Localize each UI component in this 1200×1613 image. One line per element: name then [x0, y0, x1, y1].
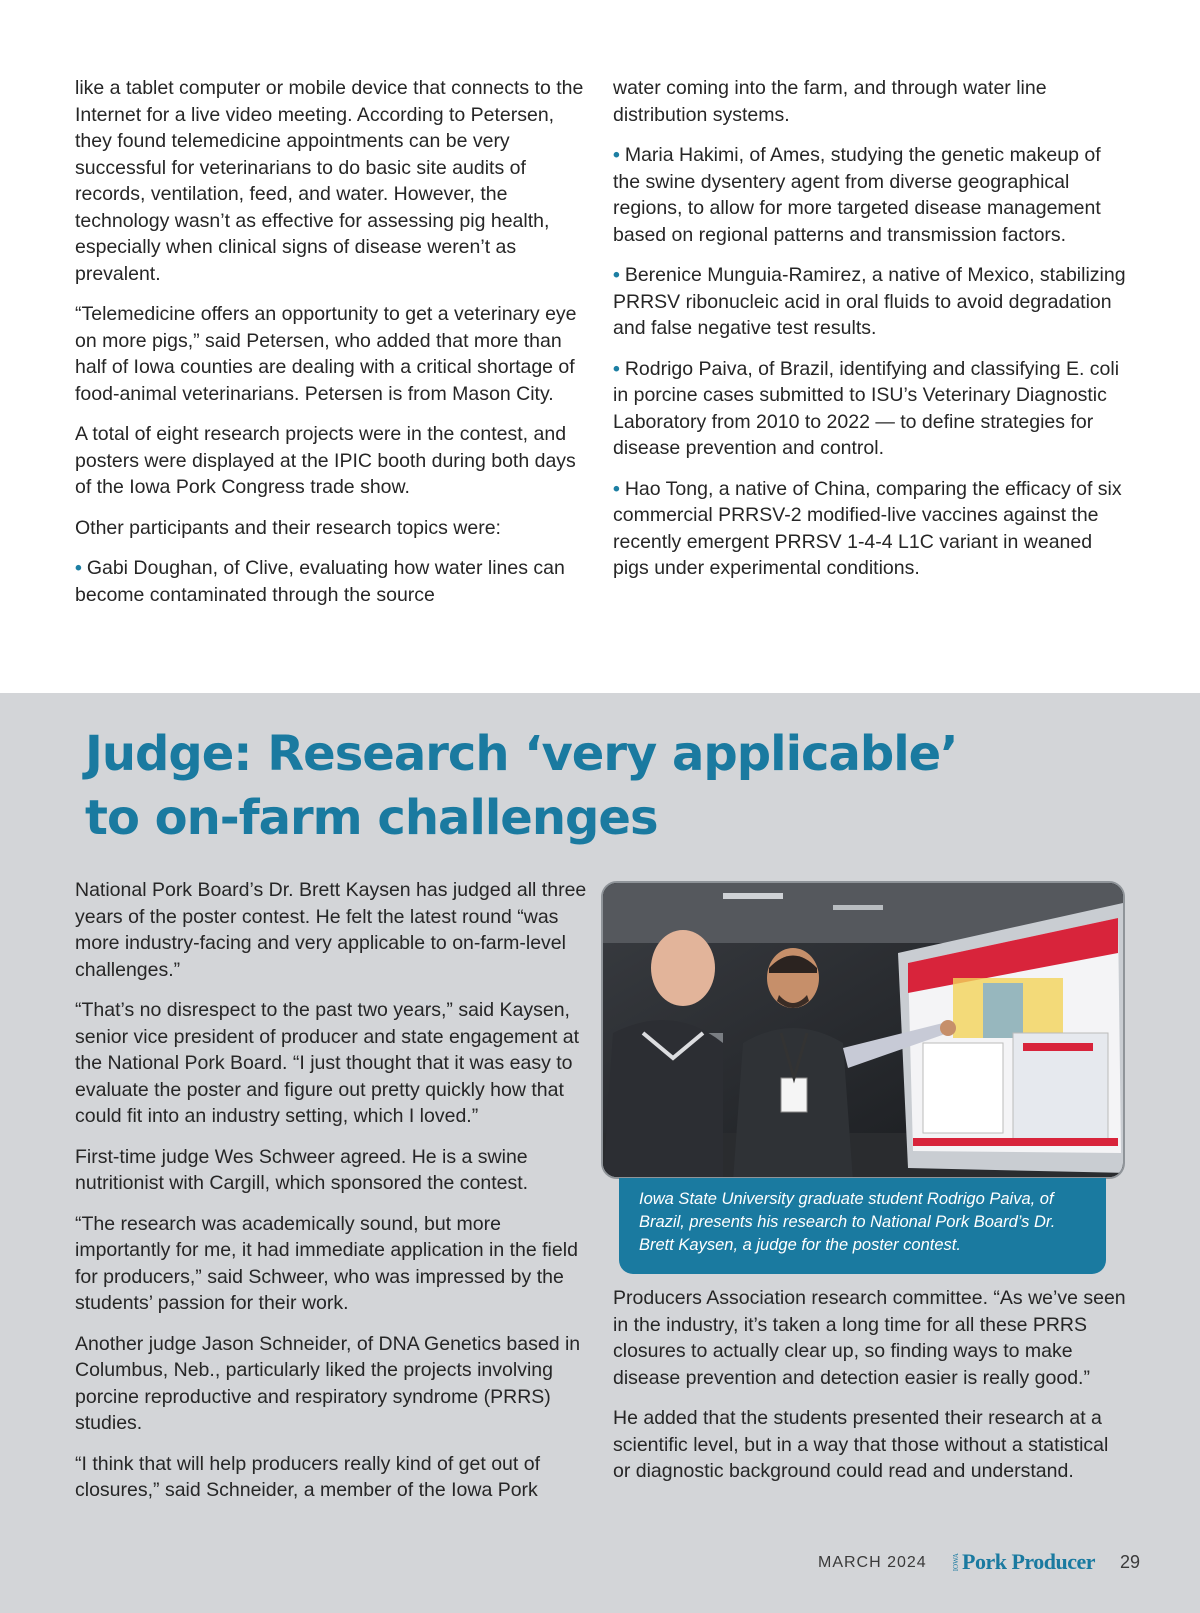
logo-text: Pork Producer [962, 1549, 1096, 1574]
bullet-icon: • [613, 357, 620, 380]
list-item [613, 476, 1128, 582]
paragraph: like a tablet computer or mobile device that connects to the Internet for a live video meeting. According to Petersen, they found telemedicine appointments can be very successful for veterinarians to do basic site audits of records, ventilation, feed, and water. However, the technology wasn’t as effective for assessing pig health, especially when clinical signs of disease weren’t as prevalent. [75, 77, 584, 285]
paragraph: He added that the students presented their research at a scientific level, but in a way that those without a statistical or diagnostic background could read and understand. [613, 1407, 1109, 1482]
page-number: 29 [1120, 1552, 1141, 1572]
paragraph: Producers Association research committee. “As we’ve seen in the industry, it’s taken a long time for all these PRRS closures to actually clear up, so finding ways to make disease prevention and detection easier is really good.” [613, 1287, 1126, 1389]
bullet-icon: • [613, 477, 620, 500]
paragraph: A total of eight research projects were in the contest, and posters were displayed at the IPIC booth during both days of the Iowa Pork Congress trade show. [75, 423, 576, 498]
paragraph: “The research was academically sound, but more importantly for me, it had immediate application in the field for producers,” said Schweer, who was impressed by the students’ passion for their work. [75, 1212, 578, 1314]
paragraph: water coming into the farm, and through water line distribution systems. [613, 77, 1047, 126]
photo-illustration [603, 883, 1125, 1179]
bullet-icon: • [75, 557, 82, 579]
bullet-icon: • [613, 144, 620, 166]
list-item-text: Berenice Munguia-Ramirez, a native of Mexico, stabilizing PRRSV ribonucleic acid in oral fluids to avoid degradation and false negative test results. [613, 264, 1126, 339]
footer-issue-date: MARCH 2024 [818, 1554, 927, 1571]
paragraph: Another judge Jason Schneider, of DNA Genetics based in Columbus, Neb., particularly liked the projects involving porcine reproductive and respiratory syndrome (PRRS) studies. [75, 1332, 581, 1434]
paragraph: National Pork Board’s Dr. Brett Kaysen has judged all three years of the poster contest. He felt the latest round “was more industry-facing and very applicable to on-farm-level challenges.” [75, 879, 587, 981]
sidebar-column-right [613, 1285, 1128, 1499]
list-item [613, 262, 1128, 342]
list-item-text: Rodrigo Paiva, of Brazil, identifying and classifying E. coli in porcine cases submitted to ISU’s Veterinary Diagnostic Laboratory from 2010 to 2022 — to define strategies for disease prevention and control. [613, 357, 1120, 459]
paragraph: “I think that will help producers really kind of get out of closures,” said Schneider, a member of the Iowa Pork [75, 1452, 540, 1501]
article-column-top-right [613, 75, 1128, 596]
list-item [75, 555, 585, 608]
photo-caption: Iowa State University graduate student Rodrigo Paiva, of Brazil, presents his research to National Pork Board’s Dr. Brett Kaysen, a judge for the poster contest. [639, 1190, 1056, 1254]
page-footer [0, 1548, 1200, 1580]
logo-iowa-text: IOWA [952, 1552, 960, 1572]
publication-logo [952, 1548, 1095, 1576]
photo-caption-box [619, 1178, 1106, 1274]
article-photo [601, 881, 1125, 1179]
headline-line: Judge: Research ‘very applicable’ [85, 726, 958, 782]
paragraph: “That’s no disrespect to the past two years,” said Kaysen, senior vice president of producer and state engagement at the National Pork Board. “I just thought that it was easy to evaluate the poster and figure out pretty quickly how that could fit into an industry setting, which I loved.” [75, 999, 580, 1127]
list-item [613, 356, 1128, 462]
list-item-text: Gabi Doughan, of Clive, evaluating how water lines can become contaminated through the source [75, 557, 565, 606]
list-item-text: Hao Tong, a native of China, comparing the efficacy of six commercial PRRSV-2 modified-live vaccines against the recently emergent PRRSV 1-4-4 L1C variant in weaned pigs under experimental conditions. [613, 477, 1122, 579]
list-item-text: Maria Hakimi, of Ames, studying the genetic makeup of the swine dysentery agent from diverse geographical regions, to allow for more targeted disease management based on regional patterns and transmission factors. [613, 144, 1101, 246]
sidebar-headline [85, 722, 985, 850]
list-item [613, 142, 1128, 248]
paragraph: First-time judge Wes Schweer agreed. He is a swine nutritionist with Cargill, which sponsored the contest. [75, 1145, 529, 1194]
headline-line: to on-farm challenges [85, 790, 658, 846]
paragraph: “Telemedicine offers an opportunity to get a veterinary eye on more pigs,” said Petersen, who added that more than half of Iowa counties are dealing with a critical shortage of food-animal veterinarians. Petersen is from Mason City. [75, 303, 577, 405]
article-column-top-left [75, 75, 585, 622]
paragraph: Other participants and their research topics were: [75, 516, 501, 539]
bullet-icon: • [613, 264, 620, 286]
sidebar-column-left [75, 877, 590, 1518]
